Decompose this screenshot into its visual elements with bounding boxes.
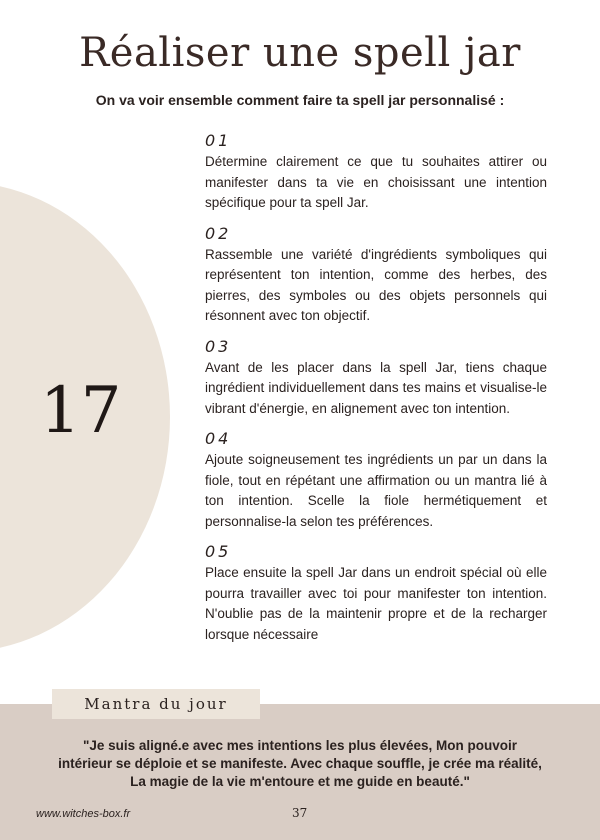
page-title: Réaliser une spell jar [79,30,521,76]
step-item [205,223,547,327]
step-number: 04 [205,429,232,448]
step-item [205,541,547,645]
step-text: Avant de les placer dans la spell Jar, tiens chaque ingrédient individuellement dans tes mains et visualise-le vibrant d'énergie, en alignement avec ton intention. [205,359,547,416]
step-item [205,336,547,420]
mantra-label: Mantra du jour [84,695,228,713]
step-text: Place ensuite la spell Jar dans un endroit spécial où elle pourra travailler avec toi pour manifester ton intention. N'oublie pas de la maintenir propre et de la recharger lorsque nécessaire [205,565,547,642]
step-number: 03 [205,336,232,356]
page-number: 37 [292,806,308,820]
mantra-label-box [52,689,260,719]
step-number: 02 [205,223,232,243]
step-item [205,130,547,214]
step-text: Ajoute soigneusement tes ingrédients un par un dans la fiole, tout en répétant une affirmation ou un mantra lié à ton intention. Scelle la fiole hermétiquement et personnalise-la selon tes préférences. [205,452,547,529]
step-number: 05 [205,542,232,561]
step-text: Rassemble une variété d'ingrédients symboliques qui représentent ton intention, comme des herbes, des pierres, des symboles ou des objets personnels qui résonnent avec ton objectif. [205,246,547,323]
step-number: 01 [205,131,232,150]
mantra-quote: "Je suis aligné.e avec mes intentions les plus élevées, Mon pouvoir intérieur se déploie et se manifeste. Avec chaque souffle, je crée ma réalité, La magie de la vie m'entoure et me guide en beauté." [58,738,542,789]
steps-list [205,130,547,654]
chapter-number: 17 [40,374,122,448]
footer-website: www.witches-box.fr [36,808,131,820]
step-item [205,428,547,532]
step-text: Détermine clairement ce que tu souhaites attirer ou manifester dans ta vie en choisissant une intention spécifique pour ta spell Jar. [205,154,547,210]
page-subtitle: On va voir ensemble comment faire ta spell jar personnalisé : [95,92,505,108]
